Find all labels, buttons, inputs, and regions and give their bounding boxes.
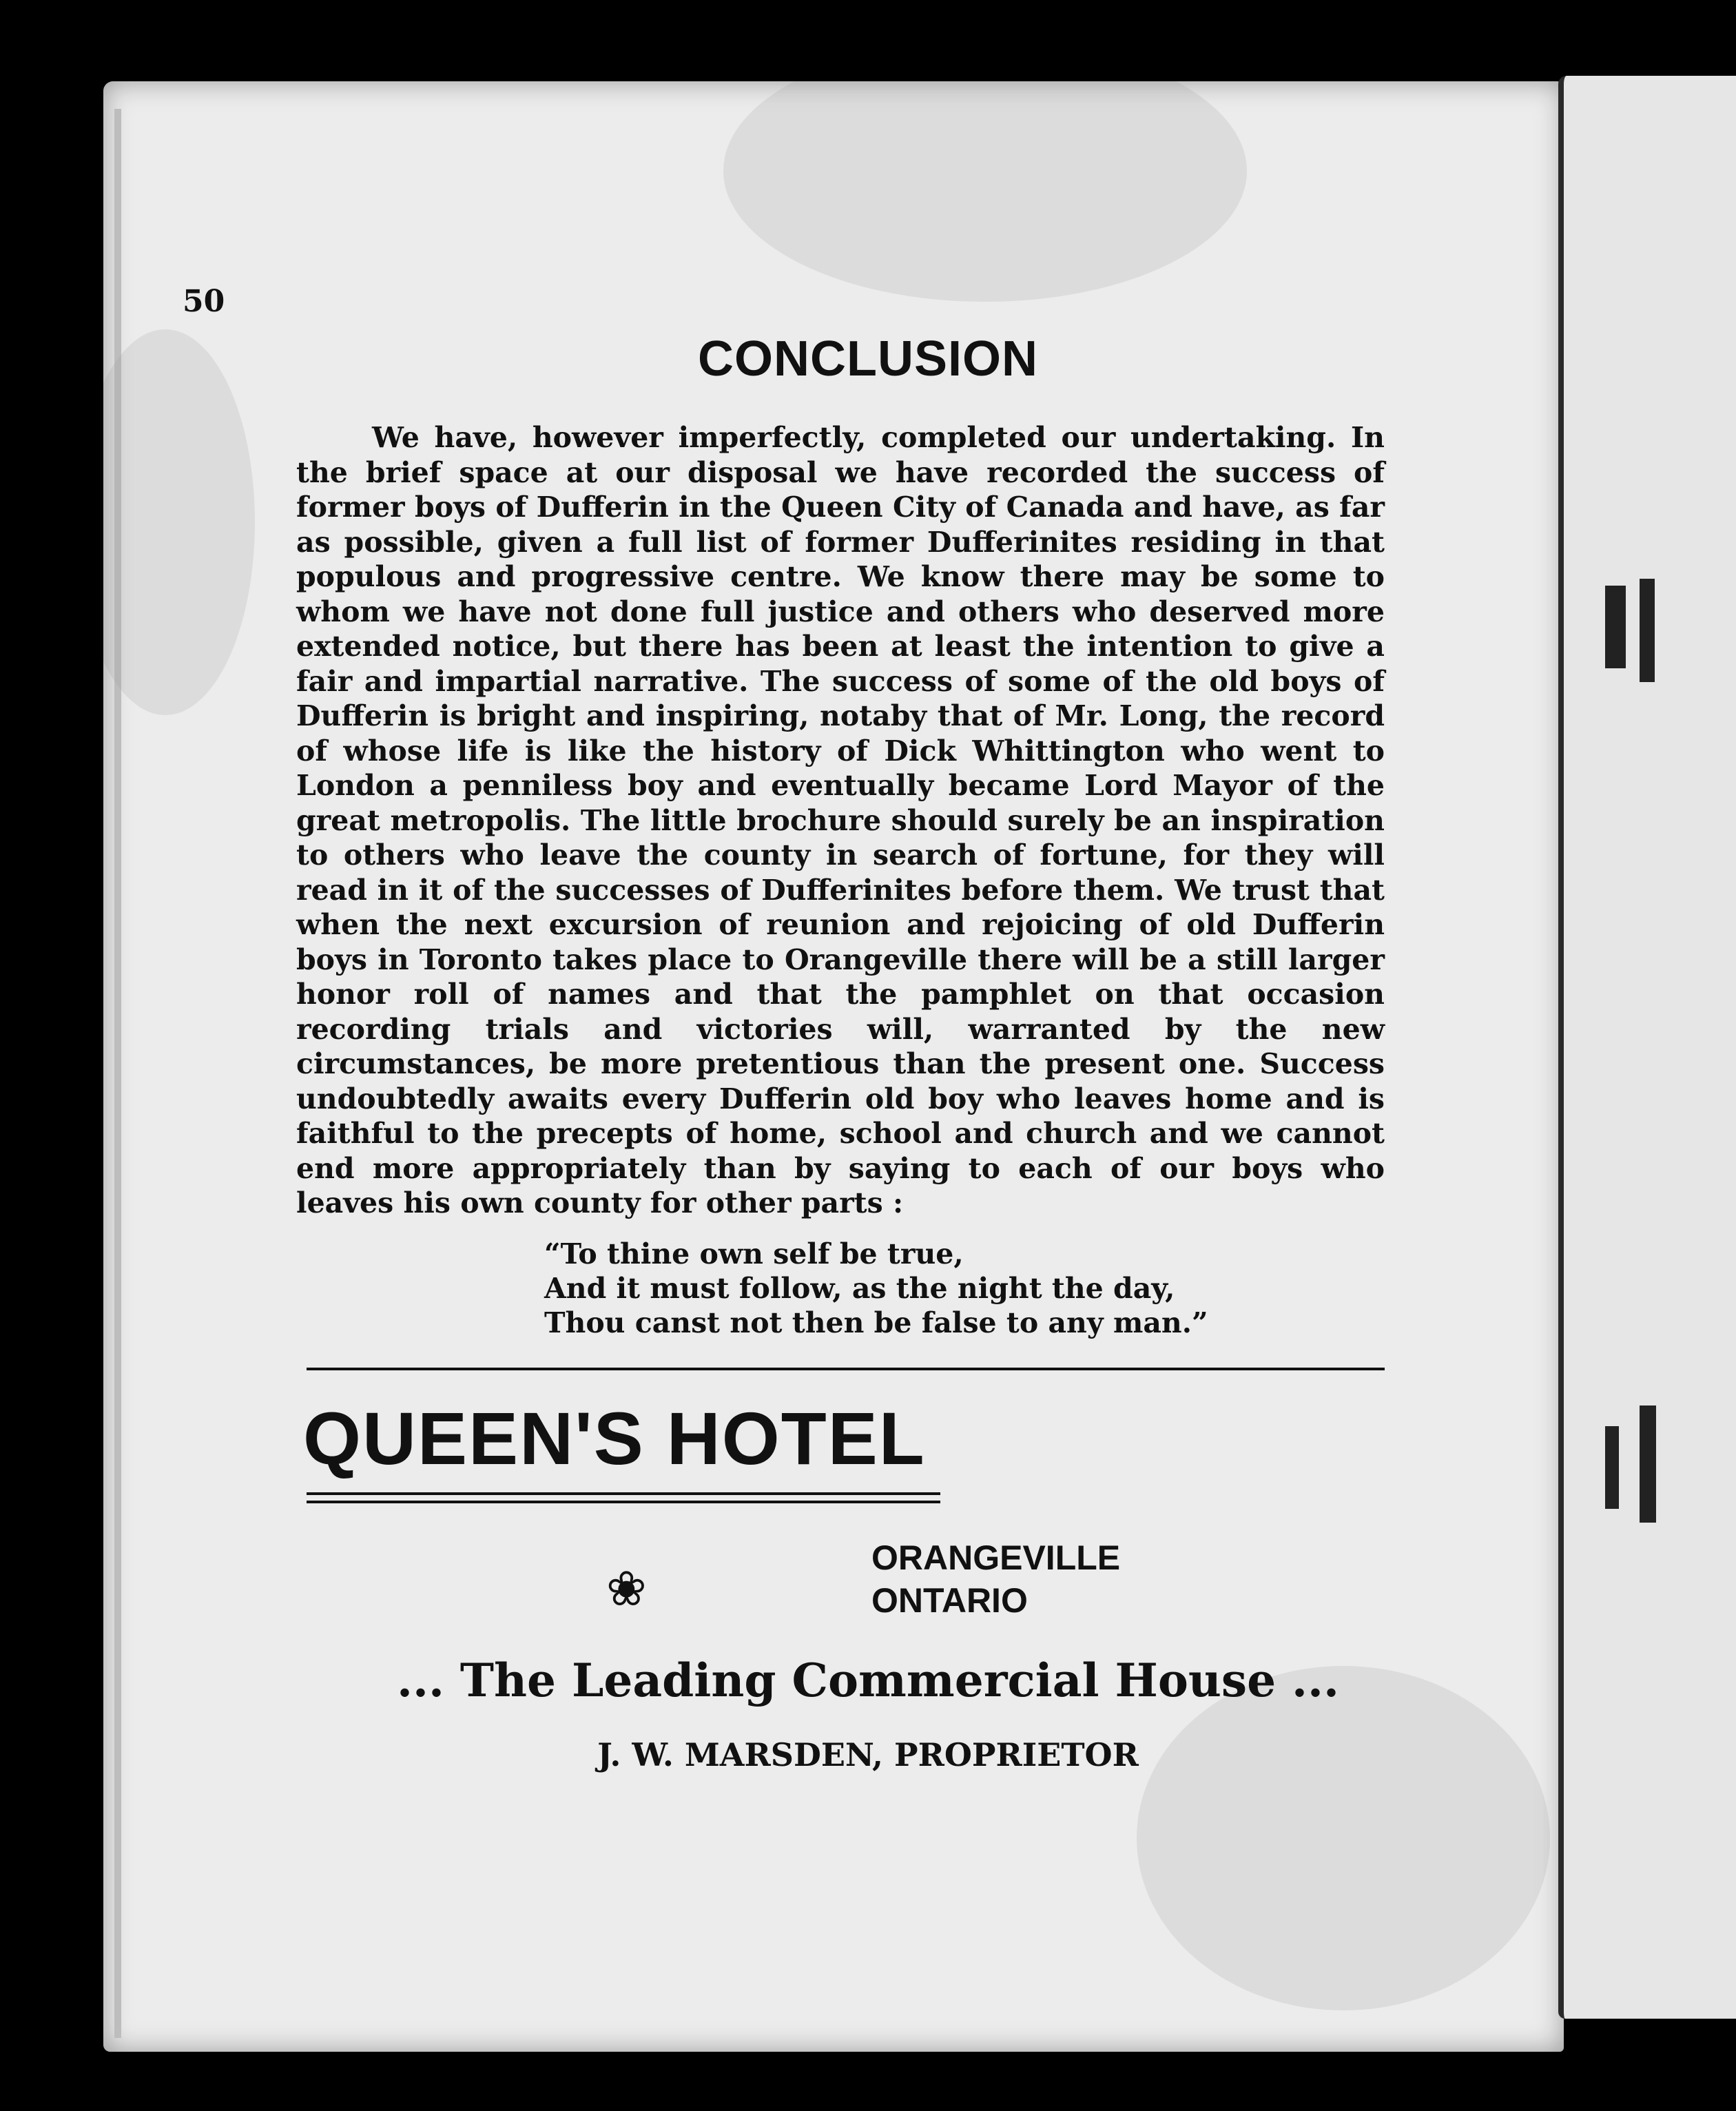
conclusion-paragraph: We have, however imperfectly, completed our undertaking. In the brief space at our disposal we have recorded the success of former boys of Dufferin in the Queen City of Canada and have, as far as possible, given a full list of former Dufferinites residing in that populous and progressive centre. We know there may be some to whom we have not done full justice and others who deserved more extended notice, but there has been at least the intention to give a fair and impartial narrative. The success of some of the old boys of Dufferin is bright and inspiring, notaby that of Mr. Long, the record of whose life is like the history of Dick Whittington who went to London a penniless boy and eventually became Lord Mayor of the great metropolis. The little brochure should surely be an inspiration to others who leave the county in search of fortune, for they will read in it of the successes of Dufferinites before them. We trust that when the next excursion of reunion and rejoicing of old Dufferin boys in Toronto takes place to Orangeville there will be a still larger honor roll of names and that the pamphlet on that occasion recording trials and victories will, warranted by the new circumstances, be more pretentious than the present one. Success undoubtedly awaits every Dufferin old boy who leaves home and is faithful to the precepts of home, school and church and we cannot end more appropriately than by saying to each of our boys who leaves his own county for other parts : [296, 421, 1385, 1219]
water-stain [103, 329, 255, 715]
binding-mark [1640, 1405, 1656, 1523]
binding-mark [1605, 586, 1626, 668]
binding-mark [1640, 579, 1655, 682]
water-stain [723, 81, 1247, 302]
hotel-underline [307, 1501, 940, 1503]
hotel-location [871, 1536, 1120, 1622]
quotation-line: “To thine own self be true, [544, 1237, 964, 1270]
hotel-name: QUEEN'S HOTEL [303, 1397, 926, 1480]
hotel-underline [307, 1492, 940, 1495]
location-province: ONTARIO [871, 1581, 1028, 1620]
section-heading: CONCLUSION [698, 331, 1038, 387]
leaf-ornament-icon: ❀ [606, 1561, 647, 1617]
hotel-proprietor: J. W. MARSDEN, PROPRIETOR [597, 1736, 1139, 1773]
location-town: ORANGEVILLE [871, 1538, 1121, 1577]
section-divider [307, 1368, 1385, 1370]
quotation [544, 1237, 1208, 1340]
water-stain [1137, 1666, 1550, 2010]
page-number: 50 [183, 284, 225, 319]
quotation-line: Thou canst not then be false to any man.” [544, 1306, 1208, 1339]
binding-mark [1605, 1426, 1619, 1509]
quotation-line: And it must follow, as the night the day, [544, 1272, 1175, 1305]
hotel-slogan: ... The Leading Commercial House ... [397, 1654, 1339, 1707]
